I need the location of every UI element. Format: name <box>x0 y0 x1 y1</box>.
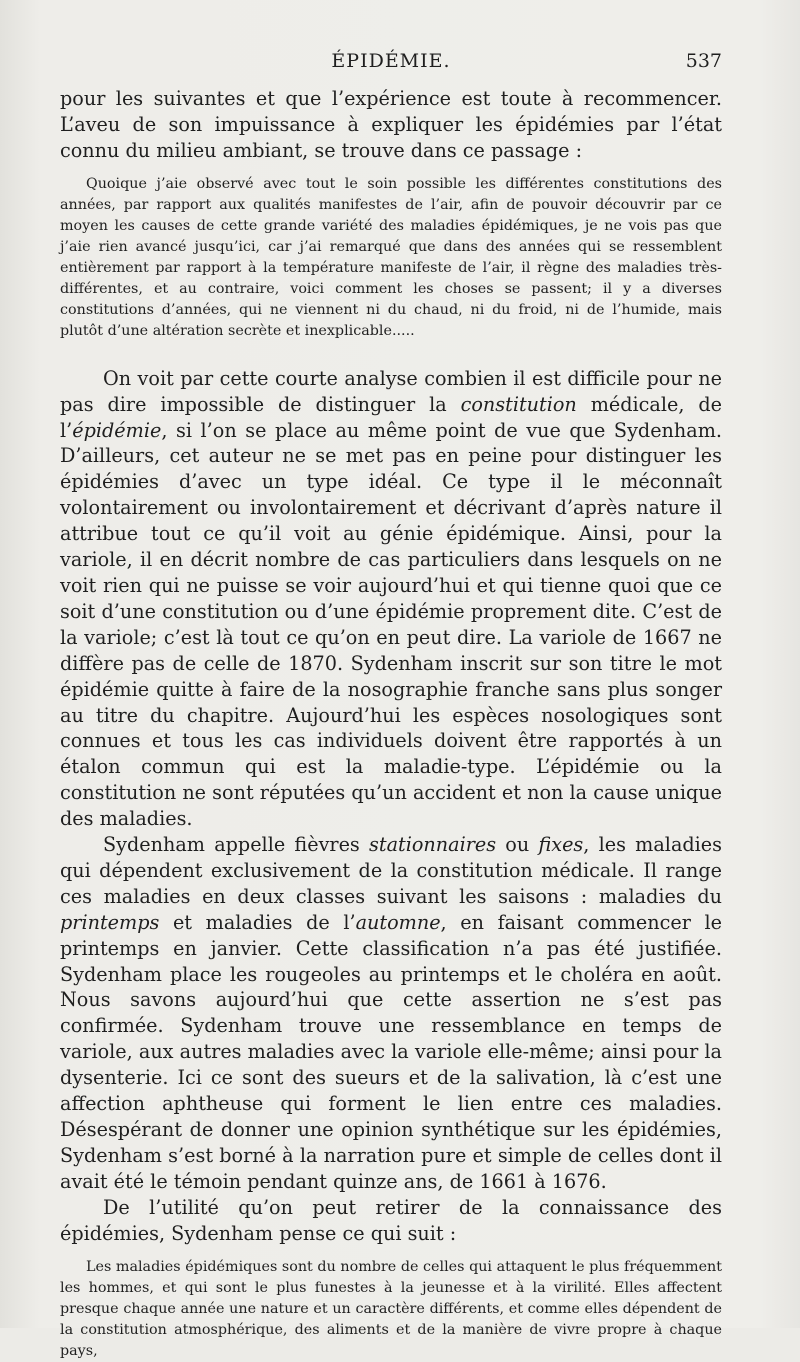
text-run: médicale, de l’ <box>60 392 722 442</box>
text-run: et maladies de l’ <box>159 910 356 934</box>
page-body <box>60 86 722 1362</box>
italic-term-stationnaires: stationnaires <box>369 833 497 857</box>
italic-term-constitution: constitution <box>460 392 577 416</box>
italic-term-epidemie: épidémie <box>72 418 162 442</box>
italic-term-printemps: printemps <box>60 910 160 934</box>
paragraph-analysis <box>60 366 722 832</box>
quotation-epidemic-diseases: Les maladies épidémiques sont du nombre de celles qui attaquent le plus fréquemment les hommes, et qui sont le plus funestes à la jeunesse et à la virilité. Elles affectent presque chaque année une nature et un caractère différents, et comme elles dépendent de la constitution atmosphérique, des aliments et de la manière de vivre propre à chaque pays, <box>60 1258 722 1359</box>
text-run: , si l’on se place au même point de vue que Sydenham. D’ailleurs, cet auteur ne se met pas en peine pour distinguer les épidémies d’avec un type idéal. Ce type il le méconnaît volontairement ou involontairement et décrivant d’après nature il attribue tout ce qu’il voit au génie épidémique. Ainsi, pour la variole, il en décrit nombre de cas particuliers dans lesquels on ne voit rien qui ne puisse se voir aujourd’hui et qui tienne quoi que ce soit d’une constitution ou d’une épidémie proprement dite. C’est de la variole; c’est là tout ce qu’on en peut dire. La variole de 1667 ne diffère pas de celle de 1870. Sydenham inscrit sur son titre le mot épidémie quitte à faire de la nosographie franche sans plus songer au titre du chapitre. Aujourd’hui les espèces nosologiques sont connues et tous les cas individuels doivent être rapportés à un étalon commun qui est la maladie-type. L’épidémie ou la constitution ne sont réputées qu’un accident et non la cause unique des maladies. <box>60 418 722 831</box>
paragraph-fevers <box>60 832 722 1195</box>
text-run: , en faisant commencer le printemps en janvier. Cette classification n’a pas été justifiée. Sydenham place les rougeoles au printemps et le choléra en août. Nous savons aujourd’hui que cette assertion ne s’est pas confirmée. Sydenham trouve une ressemblance en temps de variole, aux autres maladies avec la variole elle-même; ainsi pour la dysenterie. Ici ce sont des sueurs et de la salivation, là c’est une affection aphtheuse qui forment le lien entre ces maladies. Désespérant de donner une opinion synthétique sur les épidémies, Sydenham s’est borné à la narration pure et simple de celles dont il avait été le témoin pendant quinze ans, de 1661 à 1676. <box>60 910 723 1193</box>
page-header <box>60 50 722 76</box>
text-run: Sydenham appelle fièvres <box>103 833 370 857</box>
italic-term-fixes: fixes <box>538 833 584 857</box>
running-title: ÉPIDÉMIE. <box>331 50 451 72</box>
text-run: ou <box>496 833 539 857</box>
paragraph-utility: De l’utilité qu’on peut retirer de la connaissance des épidémies, Sydenham pense ce qui suit : <box>60 1195 722 1245</box>
quotation-sydenham-constitutions: Quoique j’aie observé avec tout le soin possible les différentes constitutions des années, par rapport aux qualités manifestes de l’air, afin de pouvoir découvrir par ce moyen les causes de cette grande variété des maladies épidémiques, je ne vois pas que j’aie rien avancé jusqu’ici, car j’ai remarqué que dans des années qui se ressemblent entièrement par rapport à la température manifeste de l’air, il règne des maladies très-différentes, et au contraire, voici comment les choses se passent; il y a diverses constitutions d’années, qui ne viennent ni du chaud, ni du froid, ni de l’humide, mais plutôt d’une altération secrète et inexplicable..... <box>60 175 722 339</box>
italic-term-automne: automne <box>355 910 441 934</box>
text-run: , les maladies qui dépendent exclusivement de la constitution médicale. Il range ces maladies en deux classes suivant les saisons : maladies du <box>60 833 723 908</box>
text-run: On voit par cette courte analyse combien il est difficile pour ne pas dire impossible de distinguer la <box>60 366 722 416</box>
paragraph-intro: pour les suivantes et que l’expérience est toute à recommencer. L’aveu de son impuissance à expliquer les épidémies par l’état connu du milieu ambiant, se trouve dans ce passage : <box>60 87 722 162</box>
page-number: 537 <box>685 50 722 72</box>
